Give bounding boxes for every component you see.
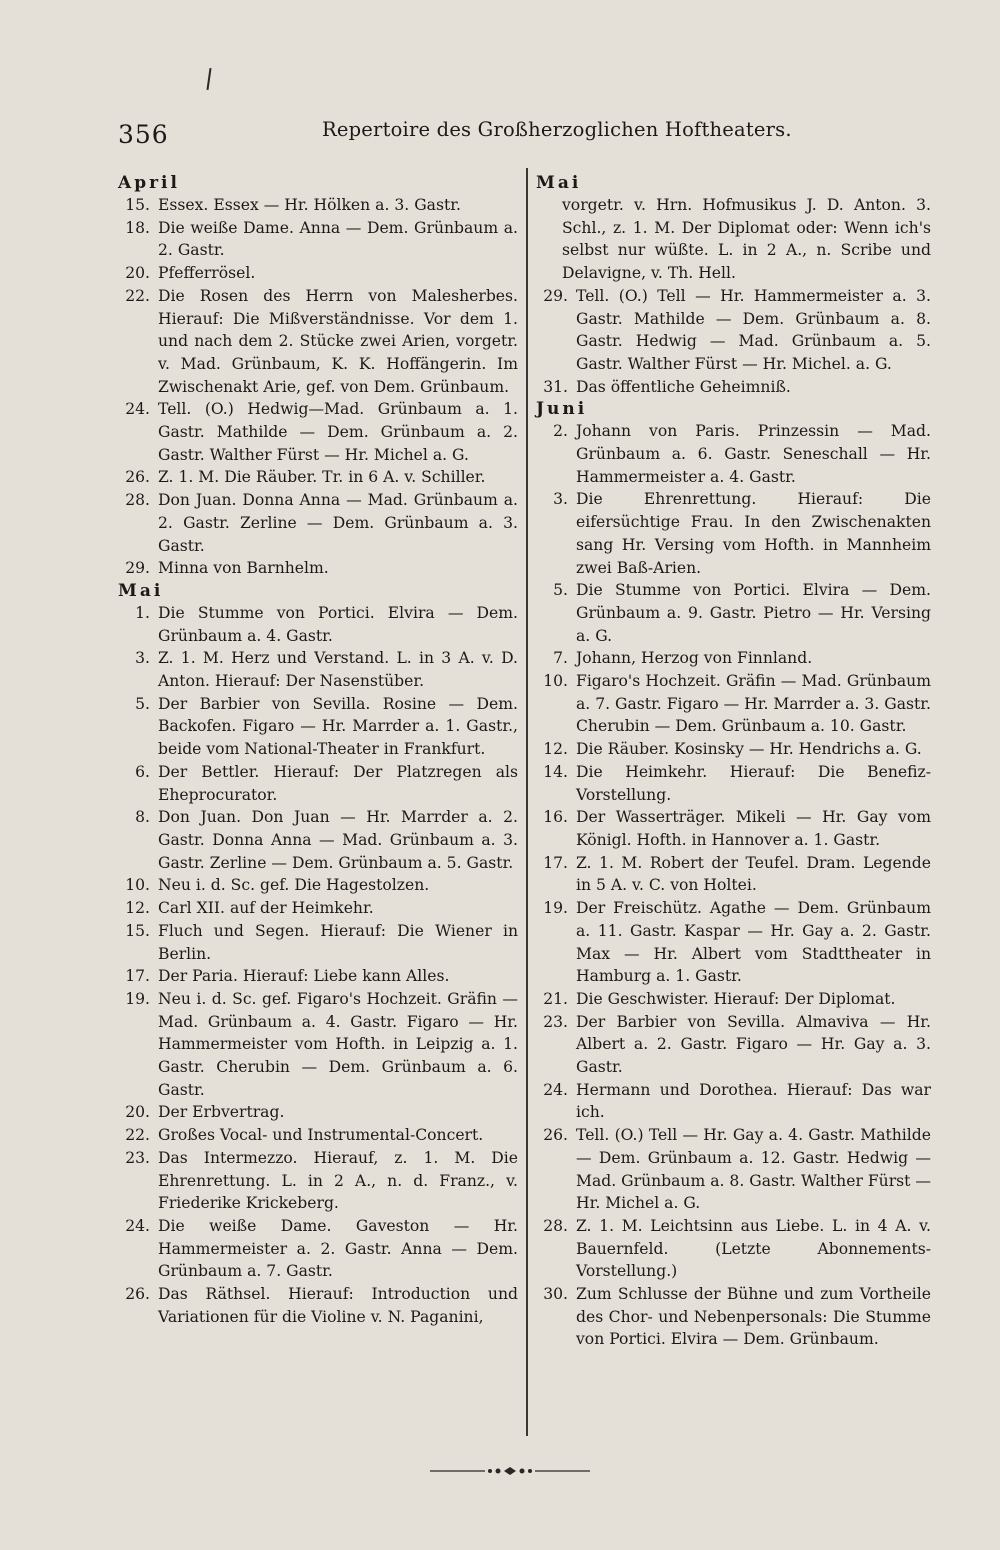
entry-text: Neu i. d. Sc. gef. Figaro's Hochzeit. Gräfin — Mad. Grünbaum a. 4. Gastr. Figaro — Hr. Hammermeister vom Hofth. in Leipzig a. 1. Gastr. Cherubin — Dem. Grünbaum a. 6. Gastr. [158,989,518,1099]
entry-date: 18. [125,218,150,237]
entry-date: 28. [125,491,150,510]
entry-text: Z. 1. M. Leichtsinn aus Liebe. L. in 4 A. v. Bauernfeld. (Letzte Abonnements-Vorstellung.) [576,1216,931,1281]
entry-date: 5. [553,581,568,600]
entry-date: 14. [543,762,568,781]
list-item [536,738,931,761]
entry-text: Neu i. d. Sc. gef. Die Hagestolzen. [158,876,430,895]
right-column [536,172,931,1351]
entry-date: 16. [543,808,568,827]
list-item [536,285,931,376]
pencil-mark [206,68,211,90]
entry-text: Z. 1. M. Herz und Verstand. L. in 3 A. v. D. Anton. Hierauf: Der Nasenstüber. [158,649,518,691]
entry-date: 29. [125,559,150,578]
entry-text: Das Räthsel. Hierauf: Introduction und Variationen für die Violine v. N. Paganini, [158,1285,518,1326]
month-heading: Mai [536,173,582,193]
entry-date: 29. [543,286,568,305]
list-item [536,376,931,399]
entry-text: Essex. Essex — Hr. Hölken a. 3. Gastr. [158,196,461,214]
column-divider [526,168,528,1436]
entry-text: Der Paria. Hierauf: Liebe kann Alles. [158,967,450,986]
list-item [118,1215,518,1283]
entry-date: 3. [135,649,150,668]
entry-text: Z. 1. M. Die Räuber. Tr. in 6 A. v. Schiller. [158,468,486,487]
entry-date: 28. [543,1216,568,1235]
list-item [118,285,518,399]
entry-date: 30. [543,1285,568,1304]
entry-date: 19. [125,989,150,1008]
month-heading: Mai [118,580,164,601]
entry-date: 21. [543,989,568,1008]
entry-text: Großes Vocal- und Instrumental-Concert. [158,1126,484,1145]
entry-date: 5. [135,694,150,713]
entry-date: 17. [543,853,568,872]
entry-text: Die Räuber. Kosinsky — Hr. Hendrichs a. G. [576,740,922,759]
entry-text: Die weiße Dame. Gaveston — Hr. Hammermeister a. 2. Gastr. Anna — Dem. Grünbaum a. 7. Gastr. [158,1216,518,1281]
entry-date: 12. [543,740,568,759]
ornament-divider-icon [430,1466,590,1476]
list-item [118,647,518,692]
entry-date: 31. [543,377,568,396]
list-item [536,1283,931,1351]
entry-text: Johann, Herzog von Finnland. [576,649,813,668]
list-item [536,420,931,488]
entry-date: 20. [125,1103,150,1122]
page-number: 356 [118,120,169,149]
entry-text: Die Ehrenrettung. Hierauf: Die eifersüchtige Frau. In den Zwischenakten sang Hr. Versing vom Hofth. in Mannheim zwei Baß-Arien. [576,490,931,577]
entry-text: Tell. (O.) Tell — Hr. Hammermeister a. 3. Gastr. Mathilde — Dem. Grünbaum a. 8. Gastr. Hedwig — Mad. Grünbaum a. 5. Gastr. Walther Fürst — Hr. Michel. a. G. [576,286,931,373]
entry-date: 26. [543,1126,568,1145]
entry-text: Carl XII. auf der Heimkehr. [158,899,374,918]
entry-date: 26. [125,1285,150,1304]
entry-text: vorgetr. v. Hrn. Hofmusikus J. D. Anton. 3. Schl., z. 1. M. Der Diplomat oder: Wenn ich's selbst nur wüßte. L. in 2 A., n. Scribe und Delavigne, v. Th. Hell. [562,196,931,283]
entry-text: Der Barbier von Sevilla. Rosine — Dem. Backofen. Figaro — Hr. Marrder a. 1. Gastr., beide vom National-Theater in Frankfurt. [158,694,518,759]
month-heading: April [118,173,180,193]
entry-date: 8. [135,808,150,827]
entry-date: 7. [553,649,568,668]
list-item [118,489,518,557]
list-item [536,897,931,988]
list-item [536,647,931,670]
entry-text: Das Intermezzo. Hierauf, z. 1. M. Die Ehrenrettung. L. in 2 A., n. d. Franz., v. Friederike Krickeberg. [158,1148,518,1213]
entry-text: Don Juan. Don Juan — Hr. Marrder a. 2. Gastr. Donna Anna — Mad. Grünbaum a. 3. Gastr. Zerline — Dem. Grünbaum a. 5. Gastr. [158,808,518,872]
list-item [118,194,518,217]
entry-text: Der Freischütz. Agathe — Dem. Grünbaum a. 11. Gastr. Kaspar — Hr. Gay a. 2. Gastr. Max — Hr. Albert vom Stadttheater in Hamburg a. 1. Gastr. [576,899,931,986]
entry-text: Der Bettler. Hierauf: Der Platzregen als Eheprocurator. [158,762,518,804]
entry-date: 15. [125,196,150,214]
running-title: Repertoire des Großherzoglichen Hoftheaters. [322,118,792,141]
entry-date: 12. [125,899,150,918]
entry-date: 24. [125,1216,150,1235]
list-item [118,217,518,262]
list-item [536,761,931,806]
entry-text: Die Heimkehr. Hierauf: Die Benefiz-Vorstellung. [576,762,931,804]
entry-date: 2. [553,422,568,441]
entry-text: Die Stumme von Portici. Elvira — Dem. Grünbaum a. 4. Gastr. [158,603,518,645]
entry-text: Die weiße Dame. Anna — Dem. Grünbaum a. 2. Gastr. [158,218,518,260]
list-item [536,806,931,851]
list-item [118,1101,518,1124]
list-item [118,557,518,580]
entry-text: Zum Schlusse der Bühne und zum Vortheile des Chor- und Nebenpersonals: Die Stumme von Portici. Elvira — Dem. Grünbaum. [576,1285,931,1349]
entry-date: 19. [543,899,568,918]
list-item [536,488,931,579]
list-item [118,398,518,466]
entry-text: Die Geschwister. Hierauf: Der Diplomat. [576,989,896,1008]
list-item [118,897,518,920]
list-item [536,579,931,647]
entry-text: Z. 1. M. Robert der Teufel. Dram. Legende in 5 A. v. C. von Holtei. [576,853,931,895]
entry-text: Die Rosen des Herrn von Malesherbes. Hierauf: Die Mißverständnisse. Vor dem 1. und nach dem 2. Stücke zwei Arien, vorgetr. v. Mad. Grünbaum, K. K. Hoffängerin. Im Zwischenakt Arie, gef. von Dem. Grünbaum. [158,286,518,396]
entry-text: Pfefferrösel. [158,264,256,283]
list-item [118,466,518,489]
list-item [536,852,931,897]
entry-text: Hermann und Dorothea. Hierauf: Das war ich. [576,1080,931,1122]
list-item [536,1215,931,1283]
entry-date: 1. [135,603,150,622]
entry-text: Die Stumme von Portici. Elvira — Dem. Grünbaum a. 9. Gastr. Pietro — Hr. Versing a. G. [576,581,931,645]
entry-text: Der Erbvertrag. [158,1103,285,1122]
entry-date: 24. [125,400,150,419]
left-column [118,172,518,1328]
list-item [118,761,518,806]
entry-text: Don Juan. Donna Anna — Mad. Grünbaum a. 2. Gastr. Zerline — Dem. Grünbaum a. 3. Gastr. [158,491,518,555]
entry-text: Johann von Paris. Prinzessin — Mad. Grünbaum a. 6. Gastr. Seneschall — Hr. Hammermeister a. 4. Gastr. [576,422,931,486]
list-item [536,1124,931,1215]
entry-text: Tell. (O.) Tell — Hr. Gay a. 4. Gastr. Mathilde — Dem. Grünbaum a. 12. Gastr. Hedwig — Mad. Grünbaum a. 8. Gastr. Walther Fürst — Hr. Michel a. G. [576,1126,931,1213]
list-item [118,874,518,897]
entry-text: Fluch und Segen. Hierauf: Die Wiener in Berlin. [158,921,518,963]
list-item [118,965,518,988]
list-item [536,1079,931,1124]
entry-date: 22. [125,286,150,305]
list-item [118,988,518,1102]
entry-date: 10. [125,876,150,895]
entry-date: 20. [125,264,150,283]
entry-date: 24. [543,1080,568,1099]
entry-date: 10. [543,672,568,691]
entry-date: 3. [553,490,568,509]
entry-date: 26. [125,468,150,487]
month-heading: Juni [536,399,588,420]
list-item [118,1124,518,1147]
list-item [536,988,931,1011]
entry-text: Das öffentliche Geheimniß. [576,377,791,396]
entry-date: 6. [135,762,150,781]
list-item [118,262,518,285]
list-item [118,693,518,761]
entry-text: Tell. (O.) Hedwig—Mad. Grünbaum a. 1. Gastr. Mathilde — Dem. Grünbaum a. 2. Gastr. Walther Fürst — Hr. Michel a. G. [158,400,518,464]
list-item [118,806,518,874]
entry-text: Figaro's Hochzeit. Gräfin — Mad. Grünbaum a. 7. Gastr. Figaro — Hr. Marrder a. 3. Gastr. Cherubin — Dem. Grünbaum a. 10. Gastr. [576,672,931,736]
entry-date: 17. [125,967,150,986]
continuation-text [536,194,931,285]
list-item [536,670,931,738]
entry-text: Der Barbier von Sevilla. Almaviva — Hr. Albert a. 2. Gastr. Figaro — Hr. Gay a. 3. Gastr. [576,1012,931,1077]
list-item [118,1283,518,1328]
entry-text: Minna von Barnhelm. [158,559,329,578]
entry-text: Der Wasserträger. Mikeli — Hr. Gay vom Königl. Hofth. in Hannover a. 1. Gastr. [576,808,931,849]
entry-date: 23. [125,1148,150,1167]
entry-date: 22. [125,1126,150,1145]
list-item [118,1147,518,1215]
list-item [118,920,518,965]
entry-date: 15. [125,921,150,940]
list-item [536,1011,931,1079]
entry-date: 23. [543,1012,568,1031]
list-item [118,602,518,647]
